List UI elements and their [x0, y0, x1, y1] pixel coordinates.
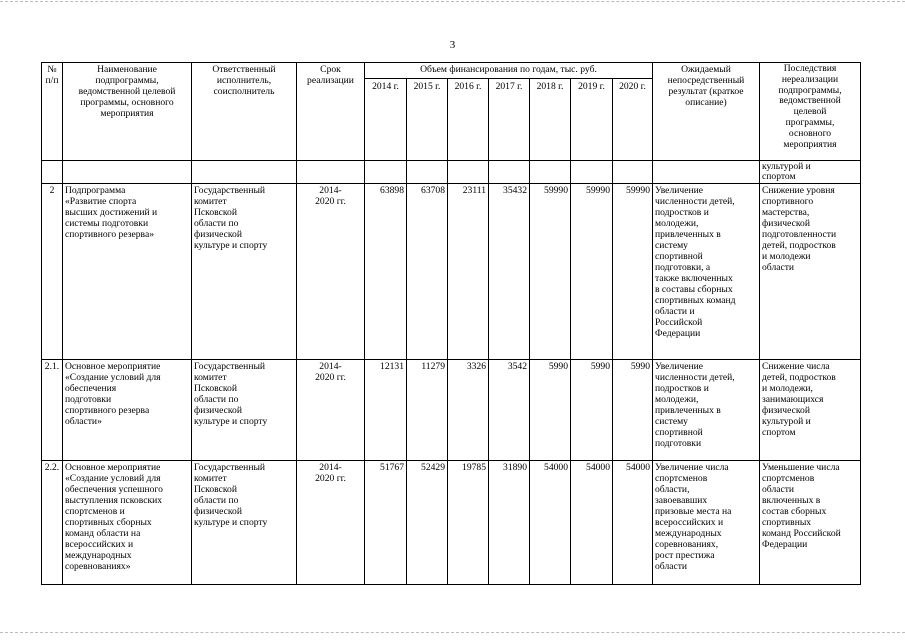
row-value-2016: 19785 — [448, 461, 489, 585]
header-year-2020: 2020 г. — [613, 79, 653, 161]
page-number: 3 — [449, 39, 456, 51]
row-value-2015: 63708 — [407, 184, 448, 360]
row-consequence: Уменьшение числа спортсменов области включенных в состав сборных спортивных команд Российской Федерации — [760, 461, 861, 585]
row-value-2018: 5990 — [530, 360, 571, 461]
row-value-2019: 5990 — [571, 360, 613, 461]
program-table — [41, 62, 861, 585]
row-value-2019: 54000 — [571, 461, 613, 585]
continuation-row — [42, 161, 861, 184]
row-value-2018: 59990 — [530, 184, 571, 360]
row-value-2020: 59990 — [613, 184, 653, 360]
row-name: Основное мероприятие «Создание условий для обеспечения подготовки спортивного резерва области» — [63, 360, 192, 461]
row-term: 2014- 2020 гг. — [297, 461, 365, 585]
bottom-scan-edge — [0, 632, 905, 633]
row-name: Подпрограмма «Развитие спорта высших достижений и системы подготовки спортивного резерва» — [63, 184, 192, 360]
row-value-2014: 12131 — [365, 360, 407, 461]
row-value-2017: 3542 — [489, 360, 530, 461]
header-executor: Ответственный исполнитель, соисполнитель — [192, 63, 297, 161]
header-num: № п/п — [42, 63, 63, 161]
row-name: Основное мероприятие «Создание условий для обеспечения успешного выступления псковских спортсменов и спортивных сборных команд области на всероссийских и международных соревнованиях» — [63, 461, 192, 585]
row-value-2016: 23111 — [448, 184, 489, 360]
header-name: Наименование подпрограммы, ведомственной целевой программы, основного мероприятия — [63, 63, 192, 161]
header-year-2014: 2014 г. — [365, 79, 407, 161]
row-value-2020: 5990 — [613, 360, 653, 461]
table-row — [42, 461, 861, 585]
row-consequence: Снижение числа детей, подростков и молодежи, занимающихся физической культурой и спортом — [760, 360, 861, 461]
header-funding: Объем финансирования по годам, тыс. руб. — [365, 63, 653, 79]
row-value-2016: 3326 — [448, 360, 489, 461]
row-num: 2 — [42, 184, 63, 360]
header-year-2015: 2015 г. — [407, 79, 448, 161]
header-year-2016: 2016 г. — [448, 79, 489, 161]
row-value-2017: 35432 — [489, 184, 530, 360]
header-year-2018: 2018 г. — [530, 79, 571, 161]
header-result: Ожидаемый непосредственный результат (краткое описание) — [653, 63, 760, 161]
row-value-2018: 54000 — [530, 461, 571, 585]
row-result: Увеличение численности детей, подростков и молодежи, привлеченных в систему спортивной подготовки, а также включенных в составы сборных спортивных команд области и Российской Федерации — [653, 184, 760, 360]
row-value-2020: 54000 — [613, 461, 653, 585]
header-row — [42, 63, 861, 79]
header-year-2019: 2019 г. — [571, 79, 613, 161]
row-term: 2014- 2020 гг. — [297, 184, 365, 360]
row-executor: Государственный комитет Псковской области по физической культуре и спорту — [192, 461, 297, 585]
row-term: 2014- 2020 гг. — [297, 360, 365, 461]
row-value-2015: 11279 — [407, 360, 448, 461]
row-executor: Государственный комитет Псковской области по физической культуре и спорту — [192, 360, 297, 461]
row-executor: Государственный комитет Псковской области по физической культуре и спорту — [192, 184, 297, 360]
row-result: Увеличение числа спортсменов области, завоевавших призовые места на всероссийских и международных соревнованиях, рост престижа области — [653, 461, 760, 585]
table-row — [42, 184, 861, 360]
row-consequence: Снижение уровня спортивного мастерства, физической подготовленности детей, подростков и молодежи области — [760, 184, 861, 360]
header-consequence: Последствия нереализации подпрограммы, ведомственной целевой программы, основного мероприятия — [760, 63, 861, 161]
header-term: Срок реализации — [297, 63, 365, 161]
top-scan-edge — [0, 1, 905, 2]
header-year-2017: 2017 г. — [489, 79, 530, 161]
row-value-2015: 52429 — [407, 461, 448, 585]
row-result: Увеличение численности детей, подростков и молодежи, привлеченных в систему спортивной подготовки — [653, 360, 760, 461]
row-value-2014: 63898 — [365, 184, 407, 360]
continuation-text: культурой и спортом — [760, 161, 861, 184]
row-value-2017: 31890 — [489, 461, 530, 585]
table-row — [42, 360, 861, 461]
row-value-2014: 51767 — [365, 461, 407, 585]
row-num: 2.1. — [42, 360, 63, 461]
row-num: 2.2. — [42, 461, 63, 585]
row-value-2019: 59990 — [571, 184, 613, 360]
